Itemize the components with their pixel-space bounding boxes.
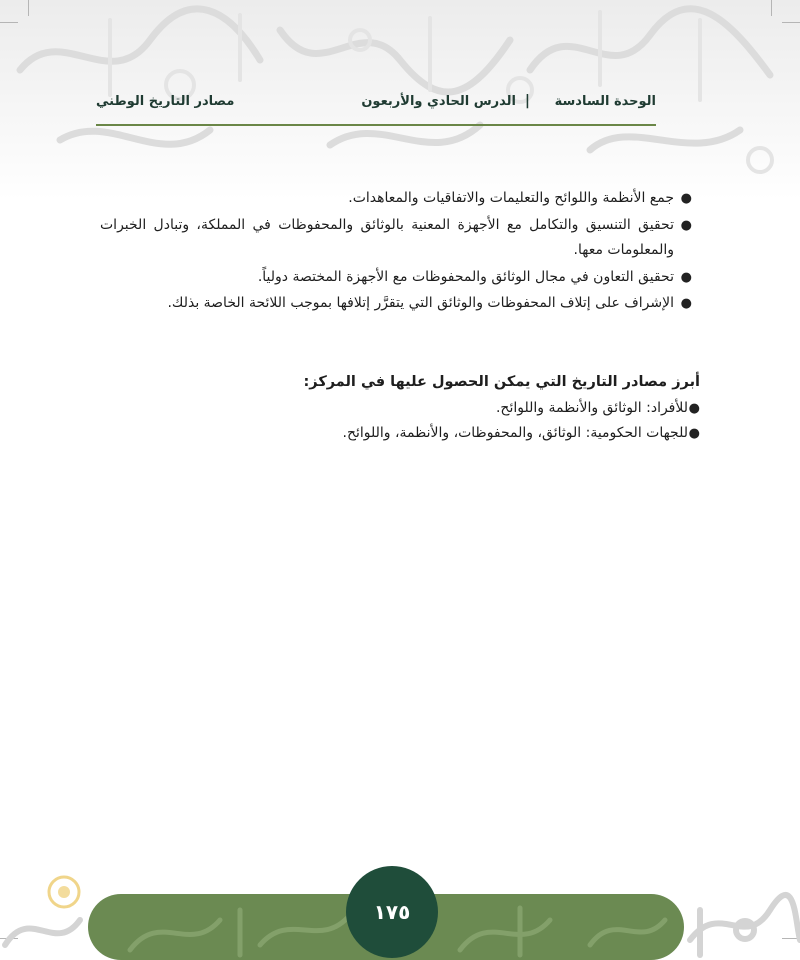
list-item-text: الإشراف على إتلاف المحفوظات والوثائق التي يتقرَّر إتلافها بموجب اللائحة الخاصة بذلك. [167,295,674,311]
list-item-text: للأفراد: الوثائق والأنظمة واللوائح. [495,400,688,416]
bullet-icon: ● [688,401,700,416]
tasks-list [100,186,700,317]
logo-icon [49,877,79,907]
bullet-icon: ● [680,191,692,206]
bullet-icon: ● [680,296,692,311]
bullet-icon: ● [680,217,692,233]
sources-list [100,396,700,446]
running-header [96,94,656,116]
list-item-text: تحقيق التعاون في مجال الوثائق والمحفوظات مع الأجهزة المختصة دولياً. [257,268,674,285]
tasks-section [100,186,700,318]
list-item [100,291,700,317]
header-divider [96,124,656,126]
sources-heading: أبرز مصادر التاريخ التي يمكن الحصول عليها في المركز: [303,374,700,390]
lesson-title: الدرس الحادي والأربعون [361,94,516,109]
list-item-text: للجهات الحكومية: الوثائق، والمحفوظات، والأنظمة، واللوائح. [342,425,688,441]
list-item-text: تحقيق التنسيق والتكامل مع الأجهزة المعنية بالوثائق والمحفوظات في المملكة، وتبادل الخبرات والمعلومات معها. [100,216,674,258]
list-item [100,421,700,446]
bullet-icon: ● [688,426,700,441]
subject-title: مصادر التاريخ الوطني [96,94,235,109]
list-item-text: جمع الأنظمة واللوائح والتعليمات والاتفاقيات والمعاهدات. [348,190,674,206]
list-item [100,213,700,264]
unit-title: الوحدة السادسة [554,94,656,109]
bullet-icon: ● [680,269,692,285]
sources-section [100,370,700,446]
page-number: ١٧٥ [346,866,438,958]
list-item [100,265,700,291]
header-separator: | [524,93,530,109]
list-item [100,186,700,212]
list-item [100,396,700,421]
